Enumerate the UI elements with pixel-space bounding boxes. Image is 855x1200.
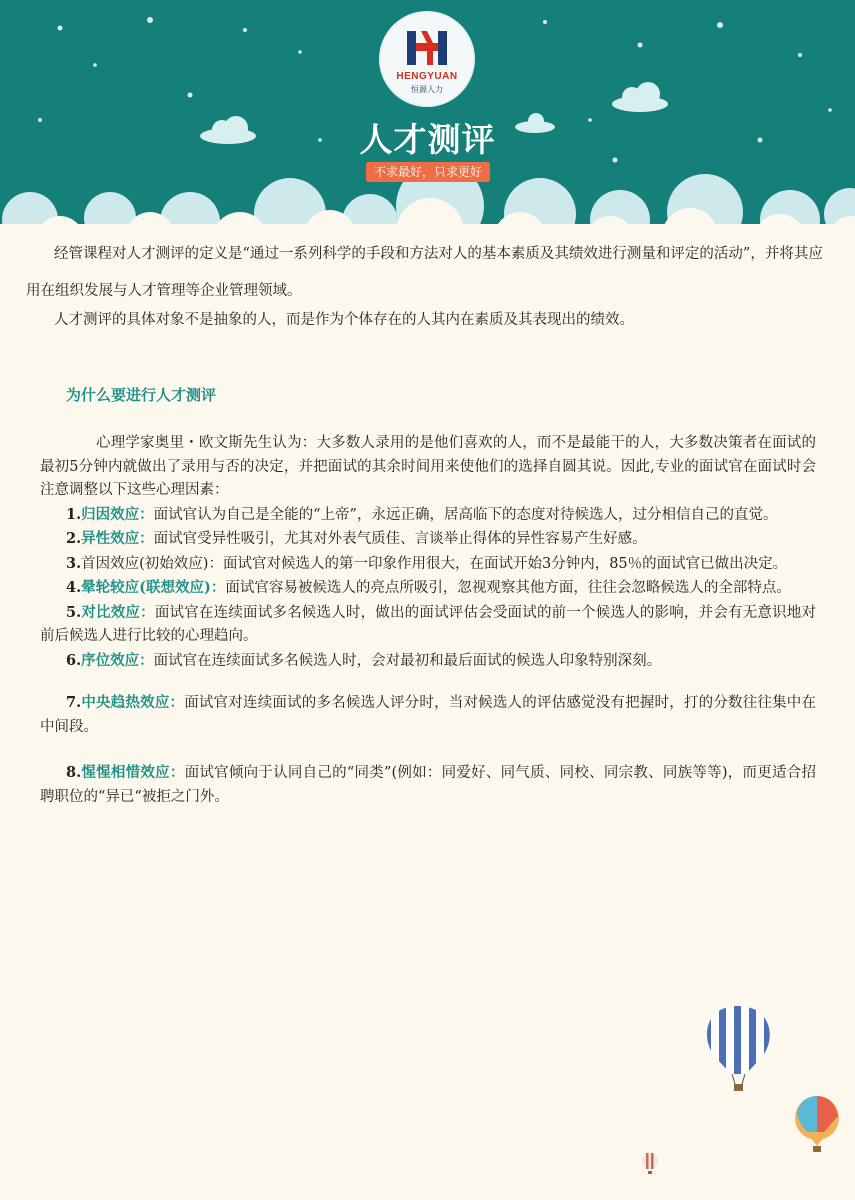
colorful-balloon-icon (795, 1096, 839, 1152)
effect-number: 3. (66, 554, 82, 572)
intro-paragraph-2: 人才测评的具体对象不是抽象的人，而是作为个体存在的人其内在素质及其表现出的绩效。 (54, 312, 634, 328)
effect-text: 面试官认为自己是全能的“上帝”，永远正确，居高临下的态度对待候选人，过分相信自己的直觉。 (153, 506, 778, 523)
page-title: 人才测评 (359, 120, 496, 159)
effect-text: 面试官在连续面试多名候选人时，做出的面试评估会受面试的前一个候选人的影响，并会有无意识地对前后候选人进行比较的心理趋向。 (40, 604, 817, 644)
effect-text: 面试官对连续面试的多名候选人评分时，当对候选人的评估感觉没有把握时，打的分数往往集中在中间段。 (40, 695, 816, 735)
effect-number: 5. (66, 603, 82, 621)
effect-term: 对比效应： (81, 603, 155, 621)
effect-number: 4. (66, 579, 82, 596)
effect-term: 归因效应： (81, 505, 154, 523)
blue-balloon-icon (704, 1000, 771, 1091)
section-title: 为什么要进行人才测评 (66, 386, 217, 404)
effect-number: 2. (66, 530, 82, 547)
logo-brand-text: HENGYUAN (396, 71, 458, 82)
effect-text: 面试官在连续面试多名候选人时，会对最初和最后面试的候选人印象特别深刻。 (153, 652, 662, 669)
effect-number: 6. (66, 651, 82, 669)
effect-text: 面试官倾向于认同自己的“同类”(例如：同爱好、同气质、同校、同宗教、同族等等)，而更适合招聘职位的“异已“被拒之门外。 (40, 765, 817, 805)
logo-sub-text: 恒源人力 (411, 85, 443, 94)
effect-term: 中央趋热效应： (81, 694, 185, 711)
effect-term: 异性效应： (81, 530, 154, 547)
effect-number: 8. (66, 764, 82, 781)
effect-text: 面试官受异性吸引，尤其对外表气质佳、言谈举止得体的异性容易产生好感。 (153, 531, 647, 547)
effect-number: 7. (66, 694, 82, 711)
effect-term: 晕轮较应(联想效应)： (81, 579, 226, 596)
effect-term: 序位效应： (81, 651, 154, 669)
effect-text: 面试官对候选人的第一印象作用很大，在面试开始3分钟内，85％的面试官已做出决定。 (222, 555, 788, 572)
slogan-badge: 不求最好，只求更好 (366, 162, 490, 182)
small-balloon-icon (642, 1153, 658, 1174)
effect-term: 惺惺相惜效应： (81, 764, 185, 781)
intro-paragraph-1: 经管课程对人才测评的定义是“通过一系列科学的手段和方法对人的基本素质及其绩效进行测量和评定的活动”，并将其应用在组织发展与人才管理等企业管理领域。 (26, 246, 823, 299)
effect-number: 1. (66, 505, 82, 523)
section-lead: 心理学家奥里・欧文斯先生认为：大多数人录用的是他们喜欢的人，而不是最能干的人，大多数决策者在面试的最初5分钟内就做出了录用与否的决定，并把面试的其余时间用来使他们的选择自圆其说。因此,专业的面试官在面试时会注意调整以下这些心理因素： (40, 435, 816, 498)
effect-term: 首因效应(初始效应)： (81, 555, 223, 572)
effect-text: 面试官容易被候选人的亮点所吸引，忽视观察其他方面，往往会忽略候选人的全部特点。 (225, 580, 791, 596)
